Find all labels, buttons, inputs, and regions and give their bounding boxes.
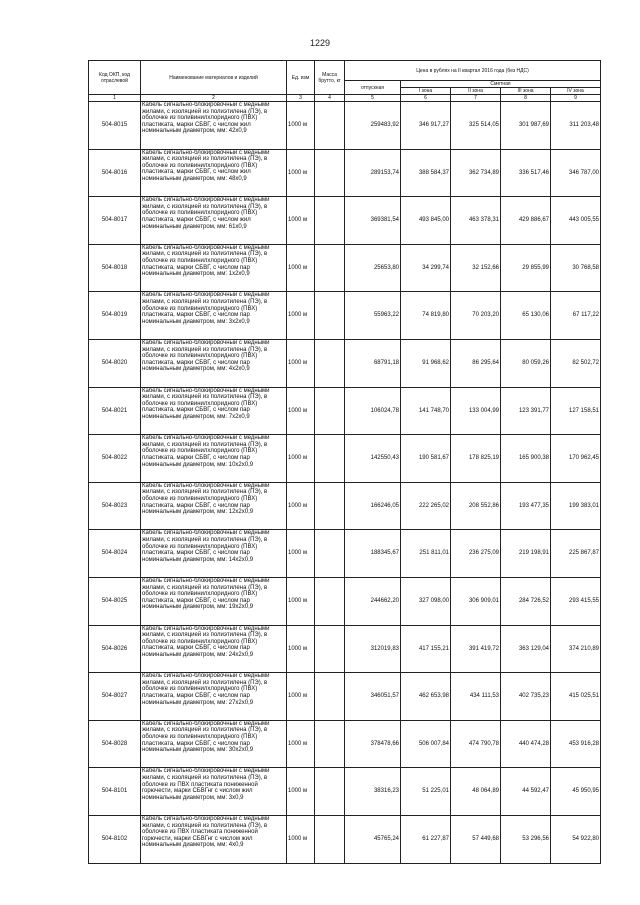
- row-zone2-price: 178 825,19: [451, 435, 501, 483]
- row-zone4-price: 293 415,55: [551, 577, 601, 625]
- row-code: 504-8101: [89, 768, 141, 816]
- row-zone3-price: 80 059,26: [501, 339, 551, 387]
- row-code: 504-8015: [89, 102, 141, 150]
- row-zone3-price: 402 735,23: [501, 673, 551, 721]
- row-code: 504-8020: [89, 339, 141, 387]
- row-zone2-price: 463 378,31: [451, 197, 501, 245]
- row-mass: [315, 530, 345, 578]
- column-number: 2: [141, 95, 287, 102]
- row-zone2-price: 208 552,86: [451, 482, 501, 530]
- table-row: [89, 102, 601, 150]
- row-unit: 1000 м: [287, 435, 315, 483]
- row-zone2-price: 391 419,72: [451, 625, 501, 673]
- row-release-price: 45765,24: [345, 815, 401, 863]
- row-zone1-price: 34 299,74: [401, 244, 451, 292]
- row-zone4-price: 127 158,51: [551, 387, 601, 435]
- row-zone1-price: 74 819,80: [401, 292, 451, 340]
- row-zone2-price: 48 064,89: [451, 768, 501, 816]
- row-unit: 1000 м: [287, 673, 315, 721]
- row-name: Кабель сигнально-блокировочный с медными жилами, с изоляцией из полиэтилена (ПЭ), в оболочке из поливинилхлоридного (ПВХ) пластиката, марки СБВГ, с числом жил номинальным диаметром, мм: 48х0,9: [141, 149, 287, 197]
- row-zone1-price: 346 917,27: [401, 102, 451, 150]
- row-release-price: 55963,22: [345, 292, 401, 340]
- row-zone2-price: 236 275,09: [451, 530, 501, 578]
- row-code: 504-8028: [89, 720, 141, 768]
- table-row: [89, 197, 601, 245]
- header-zone4: IV зона: [551, 88, 601, 95]
- row-unit: 1000 м: [287, 292, 315, 340]
- row-zone1-price: 51 225,01: [401, 768, 451, 816]
- row-name: Кабель сигнально-блокировочный с медными жилами, с изоляцией из полиэтилена (ПЭ), в оболочке из поливинилхлоридного (ПВХ) пластиката, марки СБВГ, с числом пар номинальным диаметром, мм: 19х2х0,9: [141, 577, 287, 625]
- row-release-price: 38316,23: [345, 768, 401, 816]
- row-mass: [315, 102, 345, 150]
- row-code: 504-8024: [89, 530, 141, 578]
- row-zone4-price: 225 867,87: [551, 530, 601, 578]
- row-zone3-price: 363 129,04: [501, 625, 551, 673]
- row-zone3-price: 284 726,52: [501, 577, 551, 625]
- row-unit: 1000 м: [287, 149, 315, 197]
- column-numbers-row: [89, 95, 601, 102]
- header-zone3: III зона: [501, 88, 551, 95]
- row-mass: [315, 387, 345, 435]
- row-zone1-price: 327 098,00: [401, 577, 451, 625]
- row-code: 504-8018: [89, 244, 141, 292]
- row-release-price: 346051,57: [345, 673, 401, 721]
- row-name: Кабель сигнально-блокировочный с медными жилами, с изоляцией из полиэтилена (ПЭ), в оболочке из поливинилхлоридного (ПВХ) пластиката, марки СБВГ, с числом пар номинальным диаметром, мм: 14х2х0,9: [141, 530, 287, 578]
- price-table: [88, 60, 601, 864]
- header-estimate: Сметная: [401, 81, 601, 88]
- table-row: [89, 244, 601, 292]
- row-zone1-price: 190 581,67: [401, 435, 451, 483]
- row-zone1-price: 91 968,62: [401, 339, 451, 387]
- row-name: Кабель сигнально-блокировочный с медными жилами, с изоляцией из полиэтилена (ПЭ), в оболочке из ПВХ пластиката пониженной горючести, марки СБВГнг с числом жил номинальным диаметром, мм: 4х0,9: [141, 815, 287, 863]
- header-price-group: Цена в рублях на II квартал 2016 года (без НДС): [345, 61, 601, 81]
- row-zone4-price: 199 383,01: [551, 482, 601, 530]
- row-mass: [315, 197, 345, 245]
- row-zone1-price: 462 653,98: [401, 673, 451, 721]
- row-release-price: 142550,43: [345, 435, 401, 483]
- table-row: [89, 625, 601, 673]
- table-row: [89, 387, 601, 435]
- header-name: Наименование материалов и изделий: [141, 61, 287, 95]
- row-name: Кабель сигнально-блокировочный с медными жилами, с изоляцией из полиэтилена (ПЭ), в оболочке из поливинилхлоридного (ПВХ) пластиката, марки СБВГ, с числом пар номинальным диаметром, мм: 30х2х0,9: [141, 720, 287, 768]
- row-code: 504-8016: [89, 149, 141, 197]
- row-zone3-price: 429 886,67: [501, 197, 551, 245]
- row-zone3-price: 336 517,46: [501, 149, 551, 197]
- row-unit: 1000 м: [287, 387, 315, 435]
- row-zone3-price: 65 130,06: [501, 292, 551, 340]
- table-row: [89, 577, 601, 625]
- column-number: 6: [401, 95, 451, 102]
- row-mass: [315, 244, 345, 292]
- row-zone4-price: 170 962,45: [551, 435, 601, 483]
- table-row: [89, 768, 601, 816]
- row-zone2-price: 86 295,64: [451, 339, 501, 387]
- row-name: Кабель сигнально-блокировочный с медными жилами, с изоляцией из полиэтилена (ПЭ), в оболочке из поливинилхлоридного (ПВХ) пластиката, марки СБВГ, с числом пар номинальным диаметром, мм: 24х2х0,9: [141, 625, 287, 673]
- row-name: Кабель сигнально-блокировочный с медными жилами, с изоляцией из полиэтилена (ПЭ), в оболочке из поливинилхлоридного (ПВХ) пластиката, марки СБВГ, с числом жил номинальным диаметром, мм: 42х0,9: [141, 102, 287, 150]
- row-name: Кабель сигнально-блокировочный с медными жилами, с изоляцией из полиэтилена (ПЭ), в оболочке из поливинилхлоридного (ПВХ) пластиката, марки СБВГ, с числом пар номинальным диаметром, мм: 4х2х0,9: [141, 339, 287, 387]
- row-zone1-price: 506 007,84: [401, 720, 451, 768]
- row-zone3-price: 219 198,91: [501, 530, 551, 578]
- row-zone4-price: 67 117,22: [551, 292, 601, 340]
- row-name: Кабель сигнально-блокировочный с медными жилами, с изоляцией из полиэтилена (ПЭ), в оболочке из поливинилхлоридного (ПВХ) пластиката, марки СБВГ, с числом жил номинальным диаметром, мм: 61х0,9: [141, 197, 287, 245]
- row-zone3-price: 165 900,38: [501, 435, 551, 483]
- row-mass: [315, 673, 345, 721]
- table-row: [89, 530, 601, 578]
- row-code: 504-8021: [89, 387, 141, 435]
- row-zone1-price: 251 811,01: [401, 530, 451, 578]
- row-zone2-price: 306 909,01: [451, 577, 501, 625]
- row-zone4-price: 311 203,48: [551, 102, 601, 150]
- row-mass: [315, 815, 345, 863]
- row-unit: 1000 м: [287, 625, 315, 673]
- row-zone1-price: 61 227,87: [401, 815, 451, 863]
- table-row: [89, 482, 601, 530]
- row-mass: [315, 435, 345, 483]
- row-unit: 1000 м: [287, 815, 315, 863]
- page-number: 1229: [309, 38, 331, 48]
- row-code: 504-8023: [89, 482, 141, 530]
- row-code: 504-8027: [89, 673, 141, 721]
- row-zone3-price: 29 855,99: [501, 244, 551, 292]
- table-row: [89, 339, 601, 387]
- row-zone1-price: 417 155,21: [401, 625, 451, 673]
- row-zone3-price: 193 477,35: [501, 482, 551, 530]
- row-zone3-price: 44 592,47: [501, 768, 551, 816]
- row-mass: [315, 720, 345, 768]
- row-unit: 1000 м: [287, 577, 315, 625]
- row-release-price: 378478,66: [345, 720, 401, 768]
- row-zone4-price: 453 916,28: [551, 720, 601, 768]
- row-release-price: 312019,83: [345, 625, 401, 673]
- row-name: Кабель сигнально-блокировочный с медными жилами, с изоляцией из полиэтилена (ПЭ), в оболочке из поливинилхлоридного (ПВХ) пластиката, марки СБВГ, с числом пар номинальным диаметром, мм: 1х2х0,9: [141, 244, 287, 292]
- row-zone1-price: 222 265,02: [401, 482, 451, 530]
- row-release-price: 106024,78: [345, 387, 401, 435]
- column-number: 5: [345, 95, 401, 102]
- row-mass: [315, 339, 345, 387]
- row-mass: [315, 768, 345, 816]
- header-release: отпускная: [345, 81, 401, 95]
- row-zone1-price: 493 845,00: [401, 197, 451, 245]
- row-zone4-price: 45 950,95: [551, 768, 601, 816]
- row-zone2-price: 362 734,89: [451, 149, 501, 197]
- row-unit: 1000 м: [287, 530, 315, 578]
- table-body: [89, 102, 601, 864]
- row-zone1-price: 141 748,70: [401, 387, 451, 435]
- row-zone2-price: 474 790,78: [451, 720, 501, 768]
- row-zone2-price: 57 449,68: [451, 815, 501, 863]
- row-name: Кабель сигнально-блокировочный с медными жилами, с изоляцией из полиэтилена (ПЭ), в оболочке из поливинилхлоридного (ПВХ) пластиката, марки СБВГ, с числом пар номинальным диаметром, мм: 10х2х0,9: [141, 435, 287, 483]
- table-row: [89, 815, 601, 863]
- header-unit: Ед. изм: [287, 61, 315, 95]
- column-number: 8: [501, 95, 551, 102]
- row-code: 504-8025: [89, 577, 141, 625]
- row-zone4-price: 415 025,51: [551, 673, 601, 721]
- row-unit: 1000 м: [287, 482, 315, 530]
- row-release-price: 68791,18: [345, 339, 401, 387]
- row-zone2-price: 325 514,05: [451, 102, 501, 150]
- row-zone4-price: 374 210,89: [551, 625, 601, 673]
- row-code: 504-8026: [89, 625, 141, 673]
- row-code: 504-8017: [89, 197, 141, 245]
- row-zone1-price: 388 584,37: [401, 149, 451, 197]
- row-zone2-price: 133 004,99: [451, 387, 501, 435]
- column-number: 7: [451, 95, 501, 102]
- row-zone3-price: 53 296,56: [501, 815, 551, 863]
- row-zone2-price: 434 111,53: [451, 673, 501, 721]
- row-release-price: 259483,92: [345, 102, 401, 150]
- row-mass: [315, 625, 345, 673]
- column-number: 3: [287, 95, 315, 102]
- row-release-price: 244662,20: [345, 577, 401, 625]
- header-mass: Масса брутто, кг: [315, 61, 345, 95]
- row-release-price: 369381,54: [345, 197, 401, 245]
- table-row: [89, 435, 601, 483]
- header-code: Код ОКП, код отраслевой: [89, 61, 141, 95]
- header-zone2: II зона: [451, 88, 501, 95]
- row-release-price: 166246,05: [345, 482, 401, 530]
- row-name: Кабель сигнально-блокировочный с медными жилами, с изоляцией из полиэтилена (ПЭ), в оболочке из ПВХ пластиката пониженной горючести, марки СБВГнг с числом жил номинальным диаметром, мм: 3х0,9: [141, 768, 287, 816]
- row-code: 504-8022: [89, 435, 141, 483]
- row-release-price: 25653,80: [345, 244, 401, 292]
- row-unit: 1000 м: [287, 102, 315, 150]
- row-mass: [315, 577, 345, 625]
- row-unit: 1000 м: [287, 720, 315, 768]
- row-code: 504-8102: [89, 815, 141, 863]
- row-mass: [315, 292, 345, 340]
- table-row: [89, 673, 601, 721]
- column-number: 9: [551, 95, 601, 102]
- row-zone4-price: 30 768,58: [551, 244, 601, 292]
- row-unit: 1000 м: [287, 244, 315, 292]
- row-name: Кабель сигнально-блокировочный с медными жилами, с изоляцией из полиэтилена (ПЭ), в оболочке из поливинилхлоридного (ПВХ) пластиката, марки СБВГ, с числом пар номинальным диаметром, мм: 3х2х0,9: [141, 292, 287, 340]
- column-number: 4: [315, 95, 345, 102]
- row-zone2-price: 32 152,66: [451, 244, 501, 292]
- row-zone4-price: 346 787,00: [551, 149, 601, 197]
- row-release-price: 289153,74: [345, 149, 401, 197]
- row-zone3-price: 123 391,77: [501, 387, 551, 435]
- column-number: 1: [89, 95, 141, 102]
- row-code: 504-8019: [89, 292, 141, 340]
- row-mass: [315, 149, 345, 197]
- row-mass: [315, 482, 345, 530]
- row-zone2-price: 70 203,20: [451, 292, 501, 340]
- table-row: [89, 292, 601, 340]
- row-name: Кабель сигнально-блокировочный с медными жилами, с изоляцией из полиэтилена (ПЭ), в оболочке из поливинилхлоридного (ПВХ) пластиката, марки СБВГ, с числом пар номинальным диаметром, мм: 12х2х0,9: [141, 482, 287, 530]
- table-row: [89, 720, 601, 768]
- row-zone3-price: 301 987,69: [501, 102, 551, 150]
- row-name: Кабель сигнально-блокировочный с медными жилами, с изоляцией из полиэтилена (ПЭ), в оболочке из поливинилхлоридного (ПВХ) пластиката, марки СБВГ, с числом пар номинальным диаметром, мм: 7х2х0,9: [141, 387, 287, 435]
- table-row: [89, 149, 601, 197]
- row-name: Кабель сигнально-блокировочный с медными жилами, с изоляцией из полиэтилена (ПЭ), в оболочке из поливинилхлоридного (ПВХ) пластиката, марки СБВГ, с числом пар номинальным диаметром, мм: 27х2х0,9: [141, 673, 287, 721]
- row-release-price: 188345,67: [345, 530, 401, 578]
- row-unit: 1000 м: [287, 197, 315, 245]
- row-unit: 1000 м: [287, 339, 315, 387]
- row-unit: 1000 м: [287, 768, 315, 816]
- header-zone1: I зона: [401, 88, 451, 95]
- row-zone4-price: 54 922,80: [551, 815, 601, 863]
- row-zone4-price: 443 005,55: [551, 197, 601, 245]
- row-zone3-price: 440 474,28: [501, 720, 551, 768]
- row-zone4-price: 82 502,72: [551, 339, 601, 387]
